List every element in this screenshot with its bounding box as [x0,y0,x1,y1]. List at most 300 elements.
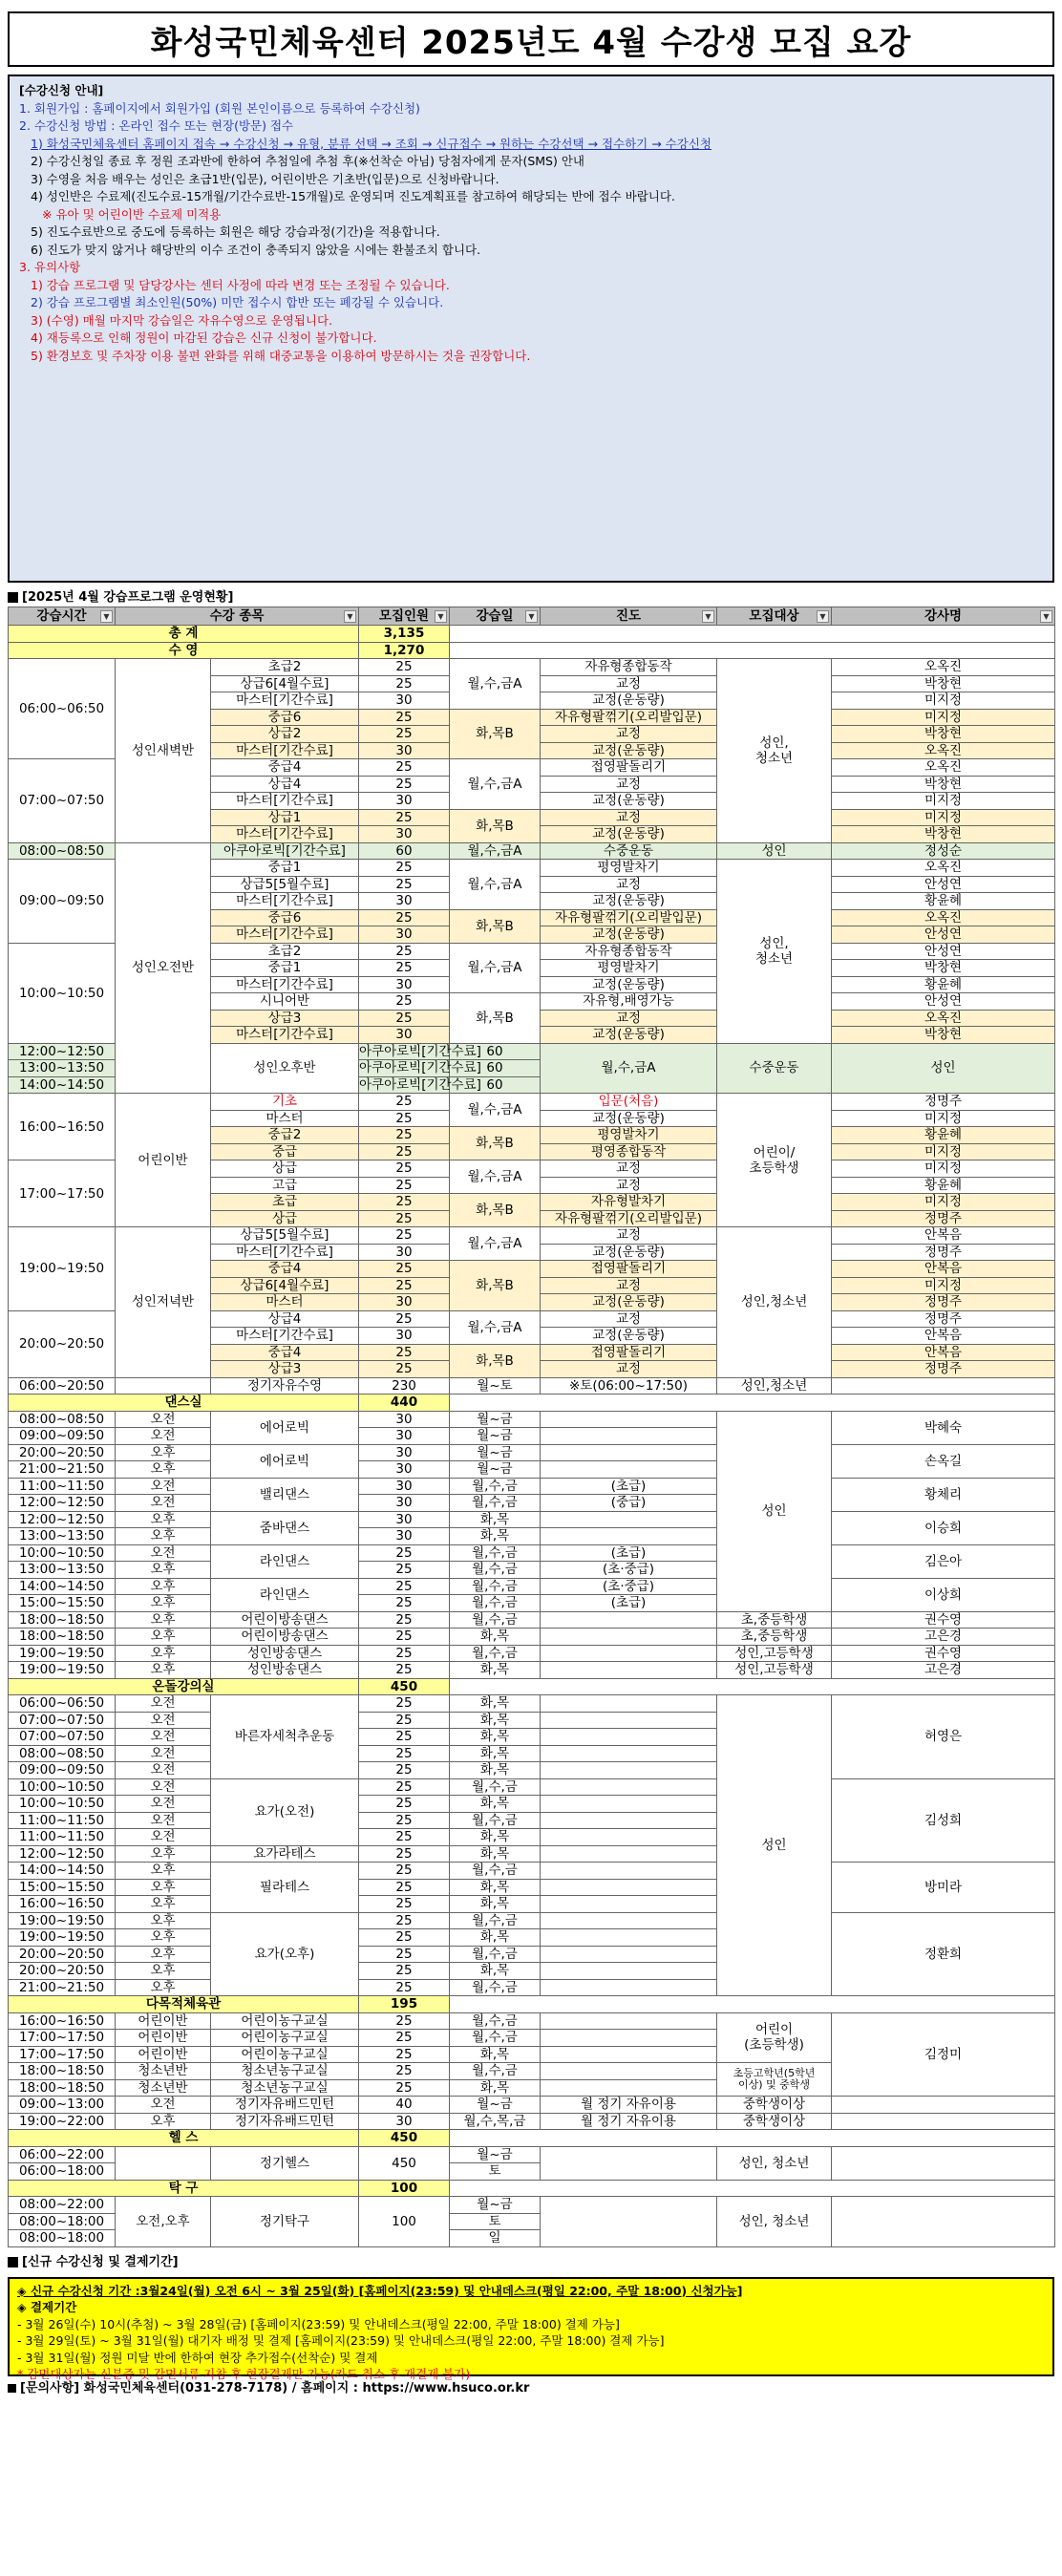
count-cell: 25 [359,1194,450,1211]
program-cell: 중급 [211,1143,359,1160]
progress-cell [541,1629,717,1646]
count-cell: 30 [359,1444,450,1461]
progress-cell: 자유형팔꺾기(오리발입문) [541,909,717,926]
time-cell: 16:00~16:50 [9,2012,116,2030]
progress-cell [541,1963,717,1980]
square-bullet-icon [8,592,18,603]
teacher-cell: 미지정 [832,809,1055,826]
progress-cell: 수중운동 [541,842,717,860]
session-cell [116,2146,211,2180]
time-cell: 18:00~18:50 [9,1611,116,1629]
header-teacher[interactable]: 강사명 ▼ [832,607,1055,626]
program-cell: 어린이방송댄스 [211,1629,359,1646]
program-cell: 정기자유수영 [211,1377,359,1394]
days-cell: 월,수,금A [450,1094,541,1127]
count-cell: 30 [359,826,450,843]
progress-cell: 평영발차기 [541,860,717,877]
time-cell: 18:00~18:50 [9,2079,116,2097]
days-cell: 월,수,금 [450,2030,541,2047]
progress-cell: 월 정기 자유이용 [541,2097,717,2114]
teacher-cell: 정명주 [832,1361,1055,1378]
progress-cell: 교정(운동량) [541,1294,717,1311]
count-cell: 25 [359,1946,450,1963]
count-cell: 30 [359,926,450,944]
teacher-cell: 안성연 [832,876,1055,893]
program-cell: 요가(오전) [211,1778,359,1845]
teacher-cell: 정명주 [832,1210,1055,1227]
count-cell: 25 [359,943,450,960]
target-cell: 중학생이상 [717,2097,832,2114]
session-cell: 오후 [116,1863,211,1880]
time-cell: 13:00~13:50 [9,1562,116,1579]
session-cell: 청소년반 [116,2079,211,2097]
count-cell: 25 [359,1595,450,1612]
progress-cell: 교정(운동량) [541,976,717,993]
time-cell: 18:00~18:50 [9,1629,116,1646]
program-cell: 상급5[5월수료] [211,1227,359,1245]
days-cell: 화,목 [450,1762,541,1779]
days-cell: 월~금 [450,1428,541,1445]
session-cell: 어린이반 [116,2046,211,2063]
days-cell: 월,수,금 [450,1812,541,1829]
program-cell: 어린이방송댄스 [211,1611,359,1629]
count-cell: 25 [359,2046,450,2063]
count-cell: 25 [359,1143,450,1160]
days-cell: 월,수,금 [450,2012,541,2030]
days-cell: 월,수,금A [450,943,541,993]
swim-row [9,659,1055,676]
time-cell: 06:00~06:50 [9,1695,116,1713]
teacher-cell: 방미라 [832,1863,1055,1913]
program-cell: 중급1 [211,960,359,977]
count-cell: 25 [359,809,450,826]
program-table [8,607,1055,2247]
time-cell: 06:00~18:00 [9,2163,116,2181]
teacher-cell: 오옥진 [832,759,1055,777]
group-cell: 성인오후반 [211,1043,359,1094]
program-cell: 성인방송댄스 [211,1645,359,1662]
program-cell: 상급4 [211,1310,359,1328]
dance-row [9,1444,1055,1461]
days-cell: 화,목 [450,1511,541,1528]
count-cell: 30 [359,2113,450,2130]
header-time[interactable]: 강습시간 ▼ [9,607,116,626]
teacher-cell: 황윤혜 [832,1127,1055,1144]
notice-line: 5) 진도수료반으로 중도에 등록하는 회원은 해당 강습과정(기간)을 적용합니다. [31,224,440,239]
days-cell: 월~토 [450,1377,541,1394]
teacher-cell: 황윤혜 [832,1177,1055,1194]
payment-line: ◈ 신규 수강신청 기간 :3월24일(월) 오전 6시 ~ 3월 25일(화) [홈페이지(23:59) 및 안내데스크(평일 22:00, 주말 18:00) 신청가능] [17,2283,743,2298]
program-cell: 청소년농구교실 [211,2079,359,2097]
progress-cell: 교정 [541,809,717,826]
section-title: 헬 스 [9,2130,359,2147]
teacher-cell: 안복음 [832,1344,1055,1361]
header-progress[interactable]: 진도 ▼ [541,607,717,626]
swim-row [9,1227,1055,1245]
progress-cell [541,1863,717,1880]
teacher-cell: 김정미 [832,2012,1055,2097]
progress-cell: 교정(운동량) [541,1027,717,1044]
count-cell: 25 [359,2012,450,2030]
time-cell: 20:00~20:50 [9,1310,116,1377]
progress-cell [541,1645,717,1662]
filter-dropdown-icon[interactable]: ▼ [1040,610,1052,623]
program-cell: 마스터 [211,1110,359,1127]
count-cell: 25 [359,1261,450,1278]
days-cell: 월,수,금 [450,1979,541,1996]
days-cell: 일 [450,2230,541,2247]
notice-line: 1. 회원가입 : 홈페이지에서 회원가입 (회원 본인이름으로 등록하여 수강신청) [19,100,420,116]
teacher-cell: 안복음 [832,1261,1055,1278]
contact-footer [8,2380,1054,2397]
count-cell: 25 [359,1010,450,1027]
progress-cell: 접영팔돌리기 [541,759,717,777]
filter-dropdown-icon[interactable]: ▼ [817,610,829,623]
progress-cell [541,2197,717,2247]
session-cell: 오후 [116,1511,211,1528]
filter-dropdown-icon[interactable]: ▼ [344,610,356,623]
target-cell: 성인, 청소년 [717,860,832,1044]
program-cell: 줌바댄스 [211,1511,359,1544]
days-cell: 화,목 [450,1879,541,1896]
count-cell: 25 [359,1712,450,1729]
teacher-cell: 안복음 [832,1328,1055,1345]
time-cell: 10:00~10:50 [9,1544,116,1562]
session-cell: 오전 [116,1478,211,1495]
progress-cell: 교정(운동량) [541,826,717,843]
ondol-row [9,1695,1055,1713]
empty-cell [116,1377,211,1394]
program-cell: 초급2 [211,659,359,676]
days-cell: 화,목 [450,1845,541,1863]
filter-dropdown-icon[interactable]: ▼ [525,610,538,623]
session-cell: 오후 [116,1611,211,1629]
session-cell: 어린이반 [116,2012,211,2030]
count-cell: 25 [359,1227,450,1245]
count-cell: 25 [359,1778,450,1796]
count-cell: 60 [359,842,450,860]
days-cell: 월~금 [450,2146,541,2163]
target-cell: 성인,고등학생 [717,1662,832,1679]
time-cell: 08:00~18:00 [9,2213,116,2230]
progress-cell [541,2146,717,2180]
target-cell: 어린이/ 초등학생 [717,1094,832,1227]
teacher-cell: 황윤혜 [832,976,1055,993]
program-cell: 정기헬스 [211,2146,359,2180]
teacher-cell: 권수영 [832,1611,1055,1629]
progress-cell: (중급) [541,1495,717,1512]
program-cell: 아쿠아로빅[기간수료] [211,842,359,860]
program-cell: 상급6[4월수료] [211,675,359,692]
progress-cell: 교정(운동량) [541,692,717,710]
progress-cell [541,1444,717,1461]
days-cell: 화,목 [450,1662,541,1679]
days-cell: 화,목 [450,1629,541,1646]
count-cell: 30 [359,1027,450,1044]
progress-cell: 접영팔돌리기 [541,1261,717,1278]
program-cell: 바른자세척추운동 [211,1695,359,1779]
header-target[interactable]: 모집대상 ▼ [717,607,832,626]
days-cell: 월~금 [450,1444,541,1461]
days-cell: 화,목B [450,1194,541,1227]
time-cell: 15:00~15:50 [9,1879,116,1896]
progress-cell: (초급) [541,1544,717,1562]
count-cell: 25 [359,1277,450,1294]
multi-row [9,2113,1055,2130]
program-cell: 중급6 [211,909,359,926]
time-cell: 15:00~15:50 [9,1595,116,1612]
days-cell: 월,수,금 [450,1778,541,1796]
time-cell: 17:00~17:50 [9,2046,116,2063]
days-cell: 화,목 [450,1796,541,1813]
time-cell: 09:00~09:50 [9,860,116,944]
total-label: 총 계 [9,626,359,643]
progress-cell [541,1812,717,1829]
empty-cell [450,642,1055,659]
session-cell: 오전 [116,1695,211,1713]
time-cell: 08:00~22:00 [9,2197,116,2214]
program-cell: 상급5[5월수료] [211,876,359,893]
progress-cell: 교정(운동량) [541,1328,717,1345]
progress-cell: 자유형팔꺾기(오리발입문) [541,709,717,726]
notice-heading: [수강신청 안내] [19,83,104,97]
time-cell: 19:00~19:50 [9,1929,116,1947]
program-cell: 청소년농구교실 [211,2063,359,2080]
section-count: 195 [359,1996,450,2013]
time-cell: 20:00~20:50 [9,1963,116,1980]
session-cell: 오전 [116,1796,211,1813]
group-cell: 어린이반 [116,1094,211,1227]
header-count[interactable]: 모집인원 ▼ [359,607,450,626]
time-cell: 07:00~07:50 [9,1729,116,1746]
progress-cell [541,1762,717,1779]
count-cell: 25 [359,1812,450,1829]
time-cell: 08:00~18:00 [9,2230,116,2247]
time-cell: 21:00~21:50 [9,1979,116,1996]
session-cell: 오후 [116,1896,211,1913]
ondol-header-row [9,1678,1055,1695]
count-cell: 450 [359,2146,450,2180]
count-cell: 25 [359,1929,450,1947]
total-row [9,626,1055,643]
count-cell: 25 [359,1963,450,1980]
count-cell: 25 [359,1879,450,1896]
section-title: 다목적체육관 [9,1996,359,2013]
dance-row [9,1629,1055,1646]
filter-dropdown-icon[interactable]: ▼ [702,610,714,623]
time-cell: 12:00~12:50 [9,1511,116,1528]
time-cell: 11:00~11:50 [9,1812,116,1829]
program-cell: 마스터[기간수료] [211,893,359,910]
progress-cell: 평영발차기 [541,1127,717,1144]
notice-line: 2) 강습 프로그램별 최소인원(50%) 미만 접수시 합반 또는 폐강될 수 있습니다. [31,295,444,309]
target-cell: 중학생이상 [717,2113,832,2130]
footer-text: [문의사항] 화성국민체육센터(031-278-7178) / 홈페이지 : https://www.hsuco.or.kr [20,2380,530,2395]
teacher-cell: 오옥진 [832,860,1055,877]
days-cell: 월,수,금A [450,1227,541,1261]
target-cell: 성인 [717,1411,832,1611]
count-cell: 25 [359,1210,450,1227]
count-cell: 100 [359,2197,450,2247]
notice-line: 5) 환경보호 및 주차장 이용 불편 완화를 위해 대중교통을 이용하여 방문하시는 것을 권장합니다. [31,348,531,363]
count-cell: 25 [359,1344,450,1361]
teacher-cell: 박혜숙 [832,1411,1055,1444]
days-cell: 월,수,금 [450,1495,541,1512]
days-cell: 월,수,금A [450,860,541,910]
section-count: 450 [359,2130,450,2147]
dance-row [9,1578,1055,1595]
days-cell: 월,수,금A [450,1160,541,1194]
count-cell: 25 [359,2063,450,2080]
dance-row [9,1611,1055,1629]
filter-dropdown-icon[interactable]: ▼ [100,610,113,623]
days-cell: 월,수,금 [450,1912,541,1929]
days-cell: 월,수,금A [450,842,541,860]
days-cell: 화,목B [450,1344,541,1377]
progress-cell: 교정 [541,1160,717,1178]
count-cell: 25 [359,1611,450,1629]
progress-cell [541,1428,717,1445]
count-cell: 25 [359,776,450,793]
program-cell: 중급4 [211,759,359,777]
progress-cell [541,1662,717,1679]
program-cell: 어린이농구교실 [211,2046,359,2063]
teacher-cell: 안성연 [832,926,1055,944]
time-cell: 12:00~12:50 [9,1845,116,1863]
program-cell: 마스터[기간수료] [211,742,359,759]
session-cell: 오후 [116,1562,211,1579]
progress-cell: (초·중급) [541,1562,717,1579]
session-cell: 오후 [116,1879,211,1896]
swim-row [9,1094,1055,1111]
count-cell: 25 [359,1177,450,1194]
progress-cell [541,1912,717,1929]
time-cell: 19:00~19:50 [9,1912,116,1929]
section-count: 450 [359,1678,450,1695]
days-cell: 화,목 [450,2046,541,2063]
program-cell: 마스터[기간수료] [211,1244,359,1261]
program-cell: 정기탁구 [211,2197,359,2247]
square-bullet-icon [8,2257,18,2267]
time-cell: 12:00~12:50 [9,1043,116,1060]
target-cell: 성인,청소년 [717,1227,832,1378]
progress-cell: 입문(처음) [541,1094,717,1111]
bottom-label-text: [신규 수강신청 및 결제기간] [22,2254,179,2269]
session-cell: 오전,오후 [116,2197,211,2247]
count-cell: 25 [359,1729,450,1746]
time-cell: 08:00~08:50 [9,842,116,860]
program-cell: 고급 [211,1177,359,1194]
progress-cell: 교정(운동량) [541,1244,717,1261]
time-cell: 12:00~12:50 [9,1495,116,1512]
notice-box [8,75,1054,583]
count-cell: 25 [359,726,450,743]
empty-cell [450,2180,1055,2197]
program-cell: 마스터[기간수료] [211,793,359,810]
count-cell: 25 [359,709,450,726]
teacher-cell [832,2146,1055,2180]
notice-line: 3) 수영을 처음 배우는 성인은 초급1반(입문), 어린이반은 기초반(입문)으로 신청바랍니다. [31,171,499,186]
notice-line: 1) 강습 프로그램 및 담당강사는 센터 사정에 따라 변경 또는 조정될 수 있습니다. [31,277,450,292]
target-cell: 성인 [717,1695,832,1996]
teacher-cell: 안복음 [832,1227,1055,1245]
progress-cell [541,1411,717,1428]
count-cell: 25 [359,860,450,877]
filter-dropdown-icon[interactable]: ▼ [435,610,447,623]
page-title: 화성국민체육센터 2025년도 4월 수강생 모집 요강 [8,11,1054,67]
count-cell: 30 [359,1328,450,1345]
square-bullet-icon [8,2384,16,2393]
progress-cell: 교정 [541,1010,717,1027]
target-cell: 초,중등학생 [717,1629,832,1646]
progress-cell: 교정 [541,1361,717,1378]
section-count: 440 [359,1394,450,1412]
count-cell: 25 [359,2079,450,2097]
count-cell: 25 [359,1361,450,1378]
notice-line: 3) (수영) 매월 마지막 강습일은 자유수영으로 운영됩니다. [31,312,333,328]
multi-row [9,2097,1055,2114]
progress-cell: 자유형종합동작 [541,659,717,676]
section-title: 댄스실 [9,1394,359,1412]
progress-cell: 교정(운동량) [541,742,717,759]
program-cell: 상급1 [211,809,359,826]
teacher-cell: 미지정 [832,1143,1055,1160]
header-days[interactable]: 강습일 ▼ [450,607,541,626]
count-cell: 25 [359,1829,450,1846]
progress-cell: 교정 [541,1277,717,1294]
progress-cell [541,1879,717,1896]
progress-cell: 교정(운동량) [541,1110,717,1127]
count-cell: 25 [359,659,450,676]
progress-cell: 교정 [541,675,717,692]
time-cell: 09:00~09:50 [9,1762,116,1779]
count-cell: 25 [359,1160,450,1178]
session-cell: 오전 [116,1544,211,1562]
program-cell: 정기자유배드민턴 [211,2097,359,2114]
teacher-cell: 이상희 [832,1578,1055,1611]
multi-header-row [9,1996,1055,2013]
teacher-cell: 오옥진 [832,1010,1055,1027]
progress-cell: 교정 [541,1227,717,1245]
days-cell: 월,수,금 [450,1645,541,1662]
progress-cell: 교정 [541,1177,717,1194]
count-cell: 30 [359,1461,450,1479]
section-title: 온돌강의실 [9,1678,359,1695]
days-cell: 화,목 [450,1729,541,1746]
time-cell: 13:00~13:50 [9,1060,116,1077]
count-cell: 30 [359,793,450,810]
header-program[interactable]: 수강 종목 ▼ [116,607,359,626]
days-cell: 월,수,금A [450,659,541,710]
days-cell: 월,수,금 [450,1595,541,1612]
time-cell: 07:00~07:50 [9,1712,116,1729]
progress-cell [541,1796,717,1813]
progress-cell [541,1778,717,1796]
program-cell: 상급3 [211,1010,359,1027]
section-count: 100 [359,2180,450,2197]
teacher-cell: 미지정 [832,1110,1055,1127]
days-cell: 월~금 [450,1461,541,1479]
count-cell: 25 [359,1796,450,1813]
progress-cell [541,1745,717,1762]
time-cell: 10:00~10:50 [9,1796,116,1813]
table-header-row [9,607,1055,626]
progress-cell [541,1929,717,1947]
program-cell: 필라테스 [211,1863,359,1913]
dance-row [9,1478,1055,1495]
session-cell: 오전 [116,1712,211,1729]
teacher-cell: 허영은 [832,1695,1055,1779]
